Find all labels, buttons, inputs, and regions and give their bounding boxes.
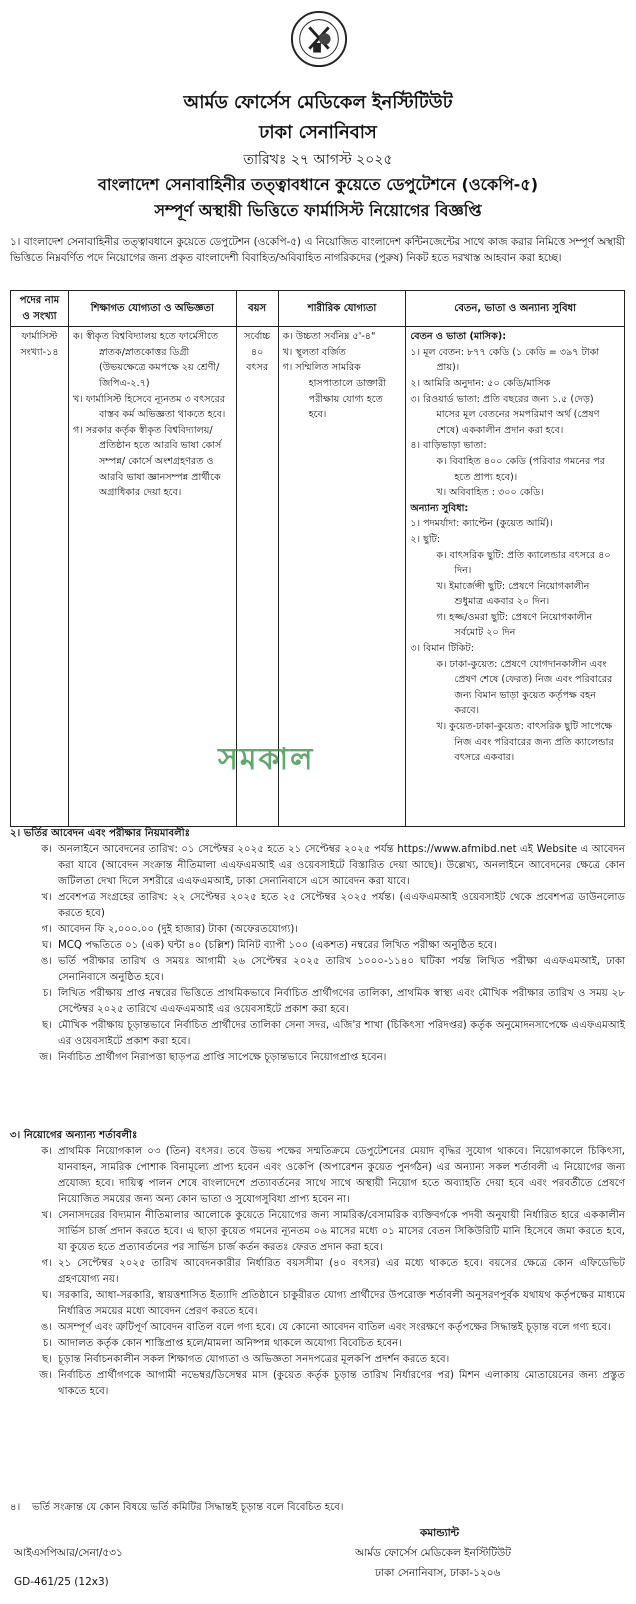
other-heading: অন্যান্য সুবিধা: [410, 502, 469, 514]
col-header-salary: বেতন, ভাতা ও অন্যান্য সুবিধা [406, 291, 625, 327]
item-label: গ। [41, 924, 52, 935]
afmi-logo-icon [290, 10, 348, 68]
salary-cell [406, 327, 625, 827]
list-item [10, 1320, 625, 1336]
list-item [10, 1208, 625, 1256]
signatory-org: আর্মড ফোর্সেস মেডিকেল ইনস্টিটিউট [355, 1547, 511, 1559]
item-text: ২১ সেপ্টেম্বর ২০২৫ তারিখ আবেদনকারীর নির্ধারিত বয়সসীমা (৪০ বৎসর) এর মধ্যে থাকতে হবে। বয়সের ক্ষেত্রে কোন এফিডেভিট গ্রহণযোগ্য নয়। [58, 1258, 625, 1285]
col-header-age: বয়স [236, 291, 278, 327]
list-item [10, 1336, 625, 1352]
leave-item: গ। হজ্জ/ওমরা ছুটি: প্রেষণে নিয়োগকালীন সর্বমোট ২০ দিন [436, 611, 593, 639]
ticket-item: ক। ঢাকা-কুয়েত: প্রেষণে যোগদানকালীন এবং প্রেষণ শেষে (ফেরত) নিজ এবং পরিবারের জন্য বিমান ভাড়া কুয়েত কর্তৃপক্ষ বহন করবে। [436, 658, 613, 717]
notice-date: তারিখঃ ২৭ আগস্ট ২০২৫ [243, 152, 393, 168]
item-label: ছ। [42, 1020, 52, 1031]
salary-item: ২। আমিরি অনুদান: ৫০ কেডি/মাসিক [410, 377, 551, 389]
item-text: MCQ পদ্ধতিতে ০১ (এক) ঘন্টা ৪০ (চল্লিশ) মিনিট ব্যাপী ১০০ (একশত) নম্বরের লিখিত পরীক্ষা অনুষ্ঠিত হবে। [58, 940, 497, 951]
list-item [10, 954, 625, 986]
item-label: ৪। [10, 1502, 21, 1513]
salary-item: ৩। রিওয়ার্ড ভাতা: প্রতি বছরের জন্য ১.৫ (দেড়) মাসের মূল বেতনের সমপরিমাণ অর্থ (প্রেষণ শেষে) এককালীন প্রদান করা হবে। [410, 393, 600, 436]
list-item [10, 1144, 625, 1208]
item-text: আবেদন ফি ২,০০০.০০ (দুই হাজার) টাকা (অফেরতযোগ্য)। [58, 924, 299, 935]
item-text: অসম্পূর্ণ এবং ত্রুটিপূর্ণ আবেদন বাতিল বলে গণ্য হবে। যে কোনো আবেদন বাতিল এবং সংরক্ষণে কর্তৃপক্ষের সিদ্ধান্তই চূড়ান্ত বলে গণ্য হবে। [58, 1322, 611, 1333]
ticket-heading: ৩। বিমান টিকিট: [410, 643, 474, 655]
list-item [10, 938, 625, 954]
item-label: খ। [41, 892, 52, 903]
item-text: নির্বাচিত প্রার্থীগণকে আগামী নভেম্বর/ডিসেম্বর মাস (কুয়েত কর্তৃক চূড়ান্ত তারিখ নির্ধারণের পর) মিশন এলাকায় মোতায়েনের জন্য প্রস্তুত থাকতে হবে। [58, 1370, 625, 1397]
list-item [10, 922, 625, 938]
item-label: ঘ। [42, 940, 52, 951]
house-item: খ। অবিবাহিত : ৩০০ কেডি। [436, 487, 544, 499]
item-label: ঙ। [40, 956, 52, 967]
section-2 [10, 826, 625, 1066]
physical-item: ক। উচ্চতা সর্বনিম্ন ৫'-৪" [282, 331, 376, 343]
notice-title-line1: বাংলাদেশ সেনাবাহিনীর তত্ত্বাবধানে কুয়েতে ডেপুটেশনে (ওকেপি-৫) [97, 175, 539, 194]
item-label: জ। [39, 1052, 52, 1063]
ticket-item: খ। কুয়েত-ঢাকা-কুয়েত: বাৎসরিক ছুটি সাপেক্ষে নিজ এবং পরিবারের জন্য প্রতি ক্যালেন্ডার বৎসরে একবার। [436, 721, 614, 764]
list-item [10, 1018, 625, 1050]
item-label: গ। [41, 1258, 52, 1269]
age-cell: সর্বোচ্চ ৪০ বৎসর [236, 327, 278, 827]
list-item [10, 986, 625, 1018]
col-header-physical: শারীরিক যোগ্যতা [278, 291, 406, 327]
rank-item: ১। পদমর্যাদা: ক্যাপ্টেন (কুয়েত আর্মি)। [410, 518, 553, 530]
item-text: চূড়ান্ত নির্বাচনকালীন সকল শিক্ষাগত যোগ্যতা ও অভিজ্ঞতা সনদপত্রের মূলকপি প্রদর্শন করতে হবে। [58, 1354, 450, 1365]
salary-heading: বেতন ও ভাতা (মাসিক): [410, 331, 507, 343]
list-item [10, 842, 625, 890]
item-label: জ। [39, 1370, 52, 1381]
item-label: ঙ। [40, 1322, 52, 1333]
leave-heading: ২। ছুটি: [410, 533, 441, 545]
item-label: চ। [42, 1338, 52, 1349]
list-item [10, 890, 625, 922]
recruitment-table [10, 290, 625, 827]
item-text: আদালত কর্তৃক কোন শাস্তিপ্রাপ্ত হলে/মামলা অনিষ্পন্ন থাকলে অযোগ্য বিবেচিত হবেন। [58, 1338, 402, 1349]
house-item: ক। বিবাহিত ৪০০ কেডি (পরিবার গমনের পর হতে প্রাপ্য হবে)। [436, 455, 606, 483]
list-item [10, 1368, 625, 1400]
list-item [10, 1288, 625, 1320]
item-text: নির্বাচিত প্রার্থীগণ নিরাপত্তা ছাড়পত্র প্রাপ্তি সাপেক্ষে চূড়ান্তভাবে নিয়োগপ্রাপ্ত হবেন। [58, 1052, 387, 1063]
item-label: ছ। [42, 1354, 52, 1365]
signatory-title: কমান্ড্যান্ট [420, 1527, 459, 1539]
leave-item: ক। বাৎসরিক ছুটি: প্রতি ক্যালেন্ডার বৎসরে ৪০ দিন। [436, 549, 611, 577]
item-text: লিখিত পরীক্ষায় প্রাপ্ত নম্বরের ভিত্তিতে প্রাথমিকভাবে নির্বাচিত প্রার্থীগণের তালিকা, প্রাথমিক স্বাস্থ্য এবং মৌখিক পরীক্ষার তারিখ ও সময় ২৮ সেপ্টেম্বর ২০২৫ তারিখে এএফএমআই এর ওয়েবসাইটে প্রকাশ করা হবে। [58, 988, 625, 1015]
education-cell [68, 327, 236, 827]
section-3 [10, 1128, 625, 1400]
section-4 [10, 1500, 625, 1516]
leave-item: খ। ইমার্জেন্সী ছুটি: প্রেষণে নিয়োগকালীন শুধুমাত্র একবার ২০ দিন। [436, 580, 590, 608]
education-item: খ। ফার্মাসিস্ট হিসেবে ন্যূনতম ৩ বৎসরের বাস্তব কর্ম অভিজ্ঞতা থাকতে হবে। [72, 393, 226, 421]
item-text: প্রাথমিক নিয়োগকাল ০৩ (তিন) বৎসর। তবে উভয় পক্ষের সম্মতিক্রমে ডেপুটেশনের মেয়াদ বৃদ্ধির সুযোগ থাকবে। নিয়োগকালে চিকিৎসা, যানবাহন, সামরিক পোশাক বিনামূল্যে প্রাপ্য হবেন এবং ওকেপি (অপারেশন কুয়েত পুনর্গঠন) এর অন্যান্য সকল শর্তাবলী এ নিয়োগের জন্য প্রযোজ্য হবে। দায়িত্ব পালন শেষে বাংলাদেশে প্রত্যাবর্তনের সাথে সাথে অস্থায়ী নিয়োগ হতে অব্যাহতি দেয়া হবে এবং পরবর্তীতে প্রেষণে নিয়োজিত সময়ের জন্য অন্য কোন ভাতা ও সুযোগসুবিধা প্রাপ্য হবেন না। [58, 1146, 625, 1205]
list-item [10, 1050, 625, 1066]
section-2-title: ২। ভর্তির আবেদন এবং পরীক্ষার নিয়মাবলীঃ [10, 828, 191, 839]
item-text: সরকারি, আধা-সরকারি, স্বায়ত্তশাসিত ইত্যাদি প্রতিষ্ঠানে চাকুরীরত যোগ্য প্রার্থীদের উপরোক্ত শর্তাবলী অনুসরণপূর্বক যথাযথ কর্তৃপক্ষের মাধ্যমে নির্ধারিত সময়ের মধ্যে আবেদন প্রেরণ করতে হবে। [58, 1290, 625, 1317]
section-3-title: ৩। নিয়োগের অন্যান্য শর্তাবলীঃ [10, 1130, 138, 1141]
notice-title-line2: সম্পূর্ণ অস্থায়ী ভিত্তিতে ফার্মাসিস্ট নিয়োগের বিজ্ঞপ্তি [154, 201, 482, 220]
education-item: গ। সরকার কর্তৃক স্বীকৃত বিশ্ববিদ্যালয়/প্রতিষ্ঠান হতে আরবি ভাষা কোর্স সম্পন্ন/ কোর্সে অংশগ্রহণরত ও আরবি ভাষা জ্ঞানসম্পন্ন প্রার্থীকে অগ্রাধিকার দেয়া হবে। [72, 424, 222, 499]
ispr-reference: আইএসপিআর/সেনা/৫৩১ [14, 1547, 123, 1559]
physical-item: গ। সম্মিলিত সামরিক হাসপাতালে ডাক্তারী পরীক্ষায় যোগ্য হতে হবে। [282, 362, 387, 421]
signatory-address: ঢাকা সেনানিবাস, ঢাকা-১২০৬ [375, 1567, 501, 1579]
item-label: ঘ। [42, 1290, 52, 1301]
item-text: ভর্তি পরীক্ষার তারিখ ও সময়ঃ আগামী ২৬ সেপ্টেম্বর ২০২৫ তারিখ ১০০০-১১৪০ ঘটিকা পর্যন্ত লিখিত পরীক্ষা এএফএমআই, ঢাকা সেনানিবাসে অনুষ্ঠিত হবে। [58, 956, 625, 983]
institute-name: আর্মড ফোর্সেস মেডিকেল ইনস্টিটিউট [183, 92, 453, 113]
salary-item: ৪। বাড়িভাড়া ভাতা: [410, 440, 487, 452]
table-header-row [11, 291, 625, 327]
newspaper-watermark: সমকাল [218, 742, 315, 777]
location: ঢাকা সেনানিবাস [259, 122, 377, 143]
item-label: চ। [42, 988, 52, 999]
item-text: অনলাইনে আবেদনের তারিখ: ০১ সেপ্টেম্বর ২০২৫ হতে ২১ সেপ্টেম্বর ২০২৫ পর্যন্ত https://www.afmibd.net এই Website এ আবেদন করা যাবে (আবেদন সংক্রান্ত নীতিমালা এএফএমআই এর ওয়েবসাইটে বিস্তারিত দেয়া আছে)। উল্লেখ্য, অনলাইনে আবেদনের ক্ষেত্রে কোন জটিলতা দেখা দিলে সশরীরে এএফএমআই, ঢাকা সেনানিবাসে এসে আবেদন করা যাবে। [58, 844, 625, 887]
physical-item: খ। স্থূলতা বর্জিত [282, 346, 346, 358]
list-item [10, 1500, 625, 1516]
item-label: ক। [41, 1146, 52, 1157]
gd-code: GD-461/25 (12x3) [14, 1576, 109, 1588]
item-label: ক। [41, 844, 52, 855]
item-label: খ। [41, 1210, 52, 1221]
item-text: প্রবেশপত্র সংগ্রহের তারিখ: ২২ সেপ্টেম্বর ২০২৫ হতে ২৫ সেপ্টেম্বর ২০২৫ পর্যন্ত। (এএফএমআই ওয়েবসাইট থেকে প্রবেশপত্র ডাউনলোড করতে হবে) [58, 892, 625, 919]
education-item: ক। স্বীকৃত বিশ্ববিদ্যালয় হতে ফার্মেসীতে স্নাতক/স্নাতকোত্তর ডিগ্রী (উভয়ক্ষেত্রে কমপক্ষে ২য় শ্রেণী/জিপিএ-২.৭) [72, 331, 220, 389]
col-header-education: শিক্ষাগত যোগ্যতা ও অভিজ্ঞতা [68, 291, 236, 327]
item-text: মৌখিক পরীক্ষায় চূড়ান্তভাবে নির্বাচিত প্রার্থীদের তালিকা সেনা সদর, এজি'র শাখা (চিকিৎসা পরিদপ্তর) কর্তৃক অনুমোদনসাপেক্ষে এএফএমআই এর ওয়েবসাইটে প্রকাশ করা হবে। [58, 1020, 625, 1047]
item-text: ভর্তি সংক্রান্ত যে কোন বিষয়ে ভর্তি কমিটির সিদ্ধান্তই চূড়ান্ত বলে বিবেচিত হবে। [32, 1502, 344, 1513]
item-text: সেনাসদরের বিদ্যমান নীতিমালার আলোকে কুয়েতে নিয়োগের জন্য সামরিক/বেসামরিক ব্যক্তিবর্গকে পদবী অনুযায়ী নির্ধারিত হারে এককালীন সার্ভিস চার্জ প্রদান করতে হবে। এ ছাড়া কুয়েত গমনের ন্যূনতম ০৬ মাসের মধ্যে ০১ মাসের বেতন সিকিউরিটি মানি হিসেবে জমা করতে হবে, যা কুয়েত হতে প্রত্যাবর্তনের পর সার্ভিস চার্জ কর্তন করতঃ ফেরত প্রদান করা হবে। [58, 1210, 625, 1253]
list-item [10, 1352, 625, 1368]
intro-paragraph: ১। বাংলাদেশ সেনাবাহিনীর তত্ত্বাবধানে কুয়েতে ডেপুটেশন (ওকেপি-৫) এ নিয়োজিত বাংলাদেশ কন্টিনজেন্টের সাথে কাজ করার নিমিত্তে সম্পূর্ণ অস্থায়ী ভিত্তিতে নিম্নবর্ণিত পদে নিয়োগের জন্য প্রকৃত বাংলাদেশী বিবাহিত/অবিবাহিত নাগরিকদের (পুরুষ) নিকট হতে দরখাস্ত আহবান করা হচ্ছে। [10, 236, 625, 264]
table-row [11, 327, 625, 827]
post-cell: ফার্মাসিস্ট সংখ্যা-১৪ [11, 327, 69, 827]
salary-item: ১। মূল বেতন: ৮৭৭ কেডি (১ কেডি = ৩৯৭ টাকা প্রায়)। [410, 346, 600, 374]
col-header-post: পদের নাম ও সংখ্যা [11, 291, 69, 327]
list-item [10, 1256, 625, 1288]
